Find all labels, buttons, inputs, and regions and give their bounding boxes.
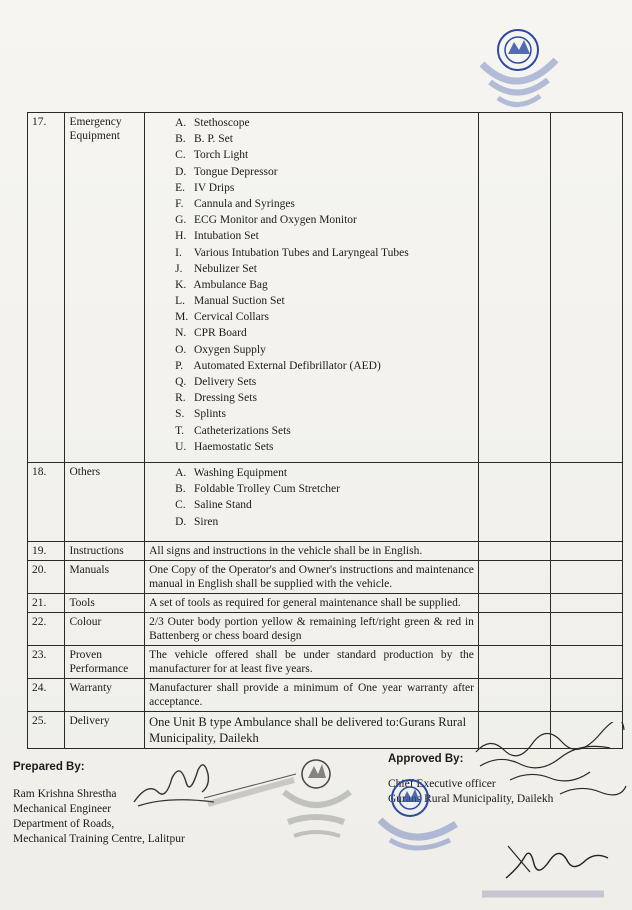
row-number: 24.	[28, 679, 65, 712]
list-item-text: Various Intubation Tubes and Laryngeal Tubes	[191, 246, 409, 259]
list-item-letter: D.	[175, 165, 187, 178]
row-number: 22.	[28, 613, 65, 646]
row-description	[145, 463, 479, 542]
row-description: One Unit B type Ambulance shall be delivered to:Gurans Rural Municipality, Dailekh	[145, 712, 479, 749]
list-item-letter: F.	[175, 197, 184, 210]
blank-cell	[478, 561, 550, 594]
list-item-text: IV Drips	[191, 181, 235, 194]
list-item-text: Oxygen Supply	[191, 343, 266, 356]
approver-title: Chief Executive officer	[388, 778, 496, 790]
list-item-letter: T.	[175, 424, 185, 437]
table-row	[28, 594, 623, 613]
blank-cell	[478, 463, 550, 542]
list-item-letter: C.	[175, 149, 186, 162]
row-item: Tools	[65, 594, 145, 613]
municipal-seal-stamp	[472, 20, 564, 118]
list-item-text: Delivery Sets	[191, 376, 257, 388]
list-item-text: Foldable Trolley Cum Stretcher	[191, 483, 340, 496]
row-item: Proven Performance	[65, 646, 145, 679]
row-item: Emergency Equipment	[65, 113, 145, 463]
list-item	[175, 115, 474, 131]
list-item-letter: N.	[175, 327, 187, 340]
list-item-text: Dressing Sets	[191, 392, 257, 405]
list-item-text: B. P. Set	[191, 133, 233, 146]
blank-cell	[550, 561, 622, 594]
equipment-list	[149, 115, 474, 455]
list-item	[175, 245, 474, 261]
list-item	[175, 293, 474, 309]
list-item-letter: Q.	[175, 376, 187, 388]
list-item-text: Nebulizer Set	[191, 262, 257, 275]
list-item-letter: D.	[175, 515, 187, 528]
blank-cell	[550, 613, 622, 646]
row-description	[145, 113, 479, 463]
list-item	[175, 325, 474, 341]
row-item: Others	[65, 463, 145, 542]
table-row	[28, 561, 623, 594]
approver-signature	[500, 838, 620, 886]
row-item: Instructions	[65, 542, 145, 561]
list-item-text: Intubation Set	[191, 230, 259, 243]
list-item-letter: C.	[175, 499, 186, 512]
list-item	[175, 465, 474, 481]
blank-cell	[478, 679, 550, 712]
list-item	[175, 514, 474, 530]
list-item-letter: B.	[175, 483, 186, 496]
row-item: Warranty	[65, 679, 145, 712]
list-item-text: Splints	[191, 408, 226, 421]
row-number: 23.	[28, 646, 65, 679]
list-item-text: Siren	[191, 515, 219, 528]
list-item-letter: H.	[175, 230, 187, 243]
list-item	[175, 131, 474, 147]
list-item-text: Automated External Defibrillator (AED)	[191, 359, 381, 372]
preparer-organization: Mechanical Training Centre, Lalitpur	[13, 833, 185, 845]
list-item-letter: M.	[175, 311, 189, 324]
list-item	[175, 374, 474, 390]
table-row	[28, 542, 623, 561]
list-item-letter: S.	[175, 408, 185, 421]
approver-organization: Gurans Rural Municipality, Dailekh	[388, 793, 554, 805]
list-item-text: Torch Light	[191, 149, 249, 162]
blank-cell	[550, 113, 622, 463]
row-description: 2/3 Outer body portion yellow & remaining left/right green & red in Battenberg or chess board design	[145, 613, 479, 646]
list-item	[175, 406, 474, 422]
list-item	[175, 164, 474, 180]
blank-cell	[550, 463, 622, 542]
row-number: 20.	[28, 561, 65, 594]
blank-cell	[550, 594, 622, 613]
list-item-letter: R.	[175, 392, 186, 405]
list-item	[175, 390, 474, 406]
preparer-department: Department of Roads,	[13, 818, 115, 830]
list-item-text: Haemostatic Sets	[191, 440, 274, 453]
list-item-letter: O.	[175, 343, 187, 356]
list-item	[175, 423, 474, 439]
list-item-text: Cannula and Syringes	[191, 197, 295, 210]
list-item-letter: G.	[175, 214, 187, 227]
list-item-letter: B.	[175, 133, 186, 146]
list-item-letter: K.	[175, 278, 187, 291]
table-row	[28, 463, 623, 542]
list-item-text: CPR Board	[191, 327, 247, 340]
table-row	[28, 613, 623, 646]
row-number: 25.	[28, 712, 65, 749]
preparer-name: Ram Krishna Shrestha	[13, 788, 117, 800]
list-item	[175, 196, 474, 212]
list-item	[175, 481, 474, 497]
list-item-letter: P.	[175, 359, 184, 372]
row-item: Colour	[65, 613, 145, 646]
list-item	[175, 309, 474, 325]
row-number: 18.	[28, 463, 65, 542]
list-item	[175, 439, 474, 455]
blank-cell	[550, 679, 622, 712]
list-item-text: Stethoscope	[191, 117, 250, 129]
blank-cell	[550, 542, 622, 561]
row-item: Manuals	[65, 561, 145, 594]
specification-table	[27, 112, 623, 749]
handwritten-annotation	[470, 722, 630, 804]
others-list	[149, 465, 474, 530]
table-row	[28, 679, 623, 712]
row-number: 21.	[28, 594, 65, 613]
list-item-letter: I.	[175, 246, 182, 259]
list-item	[175, 358, 474, 374]
list-item-text: Saline Stand	[191, 499, 252, 512]
list-item	[175, 180, 474, 196]
municipal-seal-stamp-bottom	[372, 772, 467, 864]
prepared-by-heading: Prepared By:	[13, 761, 85, 773]
row-description: One Copy of the Operator's and Owner's instructions and maintenance manual in English shall be supplied with the vehicle.	[145, 561, 479, 594]
blank-cell	[478, 594, 550, 613]
row-description: All signs and instructions in the vehicle shall be in English.	[145, 542, 479, 561]
row-item: Delivery	[65, 712, 145, 749]
list-item-letter: A.	[175, 467, 187, 479]
row-description: A set of tools as required for general maintenance shall be supplied.	[145, 594, 479, 613]
list-item-letter: E.	[175, 181, 186, 194]
list-item	[175, 228, 474, 244]
list-item-text: ECG Monitor and Oxygen Monitor	[191, 214, 357, 227]
list-item	[175, 342, 474, 358]
blank-cell	[478, 542, 550, 561]
list-item	[175, 261, 474, 277]
list-item-text: Catheterizations Sets	[191, 424, 291, 437]
bottom-stamp-text	[478, 886, 608, 902]
blank-cell	[550, 646, 622, 679]
list-item-text: Ambulance Bag	[191, 278, 268, 291]
blank-cell	[478, 613, 550, 646]
blank-cell	[478, 113, 550, 463]
blank-cell	[478, 646, 550, 679]
list-item	[175, 147, 474, 163]
list-item-letter: L.	[175, 295, 186, 308]
list-item-letter: A.	[175, 117, 187, 129]
list-item	[175, 277, 474, 293]
list-item-text: Manual Suction Set	[191, 295, 285, 308]
list-item-letter: U.	[175, 440, 187, 453]
preparer-title: Mechanical Engineer	[13, 803, 112, 815]
list-item-text: Cervical Collars	[191, 311, 270, 324]
list-item-text: Tongue Depressor	[191, 165, 278, 178]
row-description: Manufacturer shall provide a minimum of One year warranty after acceptance.	[145, 679, 479, 712]
table-row	[28, 113, 623, 463]
row-number: 19.	[28, 542, 65, 561]
list-item-letter: J.	[175, 262, 183, 275]
row-description: The vehicle offered shall be under standard production by the manufacturer for at least five years.	[145, 646, 479, 679]
list-item	[175, 212, 474, 228]
row-number: 17.	[28, 113, 65, 463]
training-centre-seal-stamp	[270, 752, 362, 846]
list-item	[175, 497, 474, 513]
list-item-text: Washing Equipment	[191, 467, 288, 479]
table-row	[28, 646, 623, 679]
approved-by-heading: Approved By:	[388, 753, 464, 765]
